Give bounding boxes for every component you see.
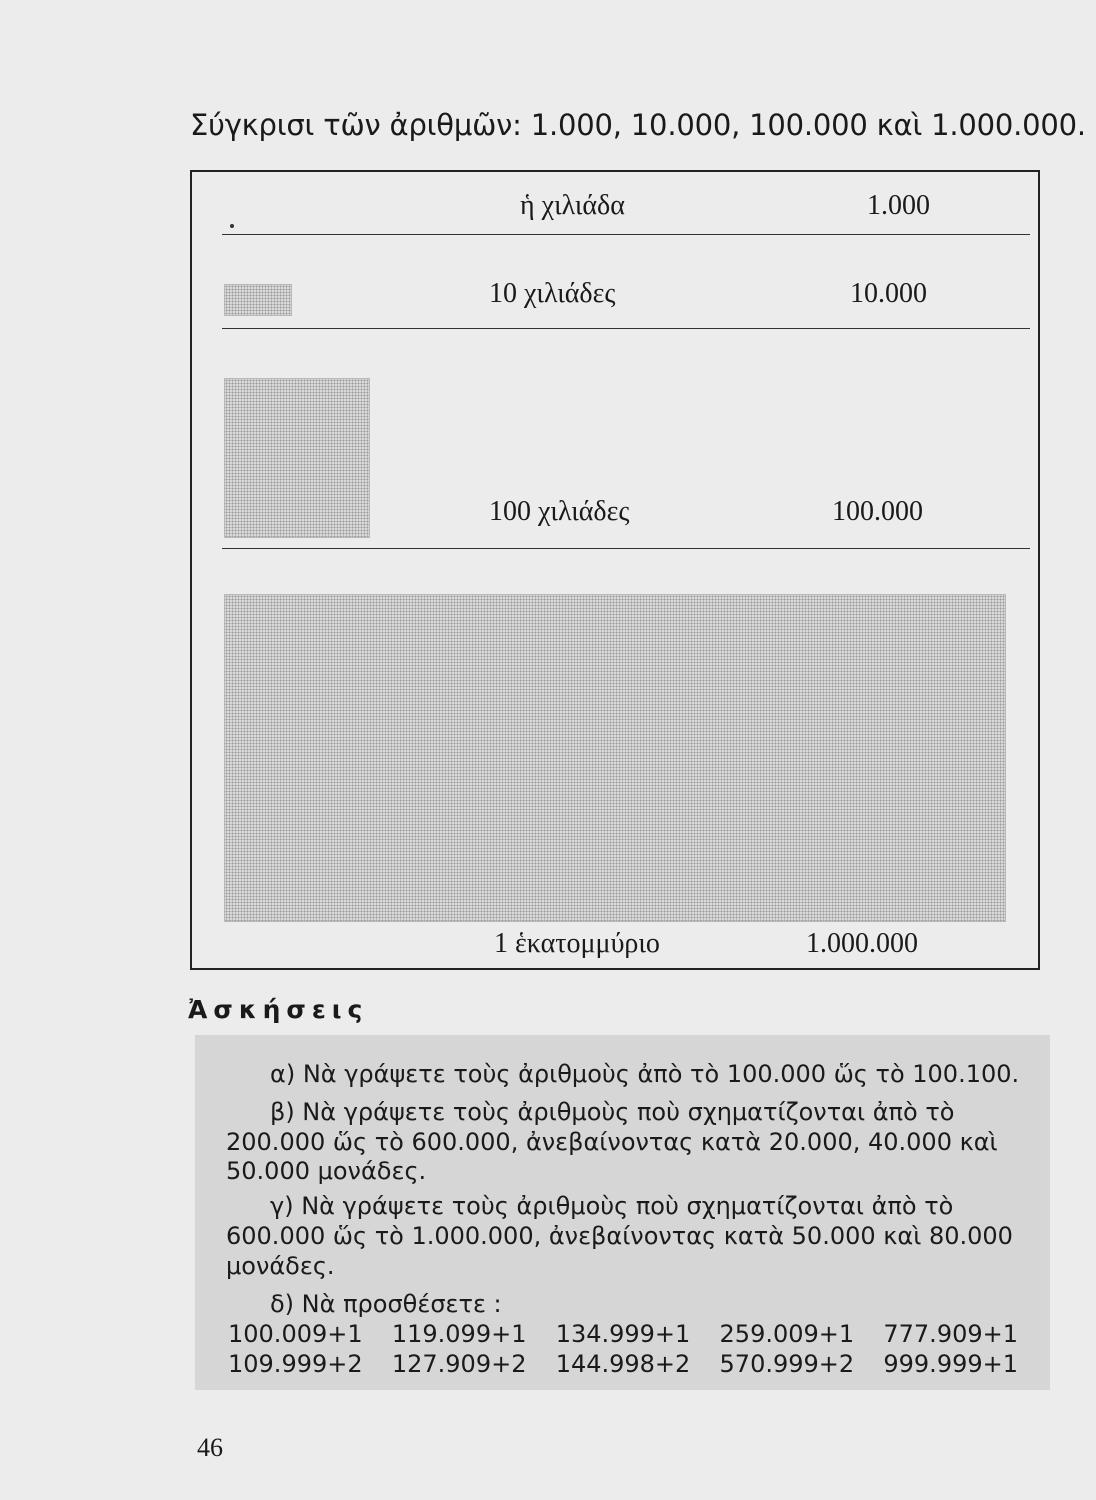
exercise-b-line-3: 50.000 μονάδες. xyxy=(226,1157,427,1185)
number-comparison-diagram xyxy=(190,170,1040,970)
exercises-heading: Ἀσκήσεις xyxy=(188,995,369,1024)
row-number-thousand: 1.000 xyxy=(867,190,930,221)
sum-item: 570.999+2 xyxy=(719,1350,855,1378)
sum-item: 109.999+2 xyxy=(228,1350,363,1378)
thousand-dot xyxy=(230,224,234,228)
sum-item: 259.009+1 xyxy=(719,1320,855,1348)
exercise-b-line-1: β) Νὰ γράψετε τοὺς ἀριθμοὺς ποὺ σχηματίζονται ἀπὸ τὸ xyxy=(270,1098,955,1126)
row-number-hundred-thousand: 100.000 xyxy=(832,496,923,527)
exercise-b-line-2: 200.000 ὥς τὸ 600.000, ἀνεβαίνοντας κατὰ 20.000, 40.000 καὶ xyxy=(226,1128,998,1156)
hundred-thousand-square xyxy=(224,378,370,538)
divider-line xyxy=(222,234,1030,235)
sum-item: 134.999+1 xyxy=(555,1320,691,1348)
ten-thousand-square xyxy=(224,284,292,316)
exercise-c-line-2: 600.000 ὥς τὸ 1.000.000, ἀνεβαίνοντας κατὰ 50.000 καὶ 80.000 xyxy=(226,1222,1013,1250)
row-label-ten-thousand: 10 χιλιάδες xyxy=(489,278,616,309)
sum-item: 144.998+2 xyxy=(555,1350,691,1378)
exercise-d-line: δ) Νὰ προσθέσετε : xyxy=(270,1290,502,1318)
row-number-ten-thousand: 10.000 xyxy=(850,278,927,309)
sum-row-2 xyxy=(228,1350,1018,1378)
row-label-hundred-thousand: 100 χιλιάδες xyxy=(489,496,630,527)
row-number-million: 1.000.000 xyxy=(806,928,918,959)
divider-line xyxy=(222,328,1030,329)
page-number: 46 xyxy=(197,1433,223,1462)
row-label-million: 1 ἑκατομμύριο xyxy=(494,928,660,959)
sum-row-1 xyxy=(228,1320,1018,1348)
sum-item: 119.099+1 xyxy=(391,1320,527,1348)
exercise-a-line: α) Νὰ γράψετε τοὺς ἀριθμοὺς ἀπὸ τὸ 100.000 ὥς τὸ 100.100. xyxy=(270,1060,1020,1088)
exercise-c-line-3: μονάδες. xyxy=(226,1252,335,1280)
row-label-thousand: ἡ χιλιάδα xyxy=(520,190,625,221)
sum-item: 999.999+1 xyxy=(883,1350,1018,1378)
page-title: Σύγκρισι τῶν ἀριθμῶν: 1.000, 10.000, 100.000 καὶ 1.000.000. xyxy=(190,108,1086,142)
divider-line xyxy=(222,548,1030,549)
exercise-c-line-1: γ) Νὰ γράψετε τοὺς ἀριθμοὺς ποὺ σχηματίζονται ἀπὸ τὸ xyxy=(270,1192,954,1220)
sum-item: 777.909+1 xyxy=(883,1320,1018,1348)
sum-item: 100.009+1 xyxy=(228,1320,363,1348)
sum-item: 127.909+2 xyxy=(391,1350,527,1378)
million-square xyxy=(224,594,1006,922)
